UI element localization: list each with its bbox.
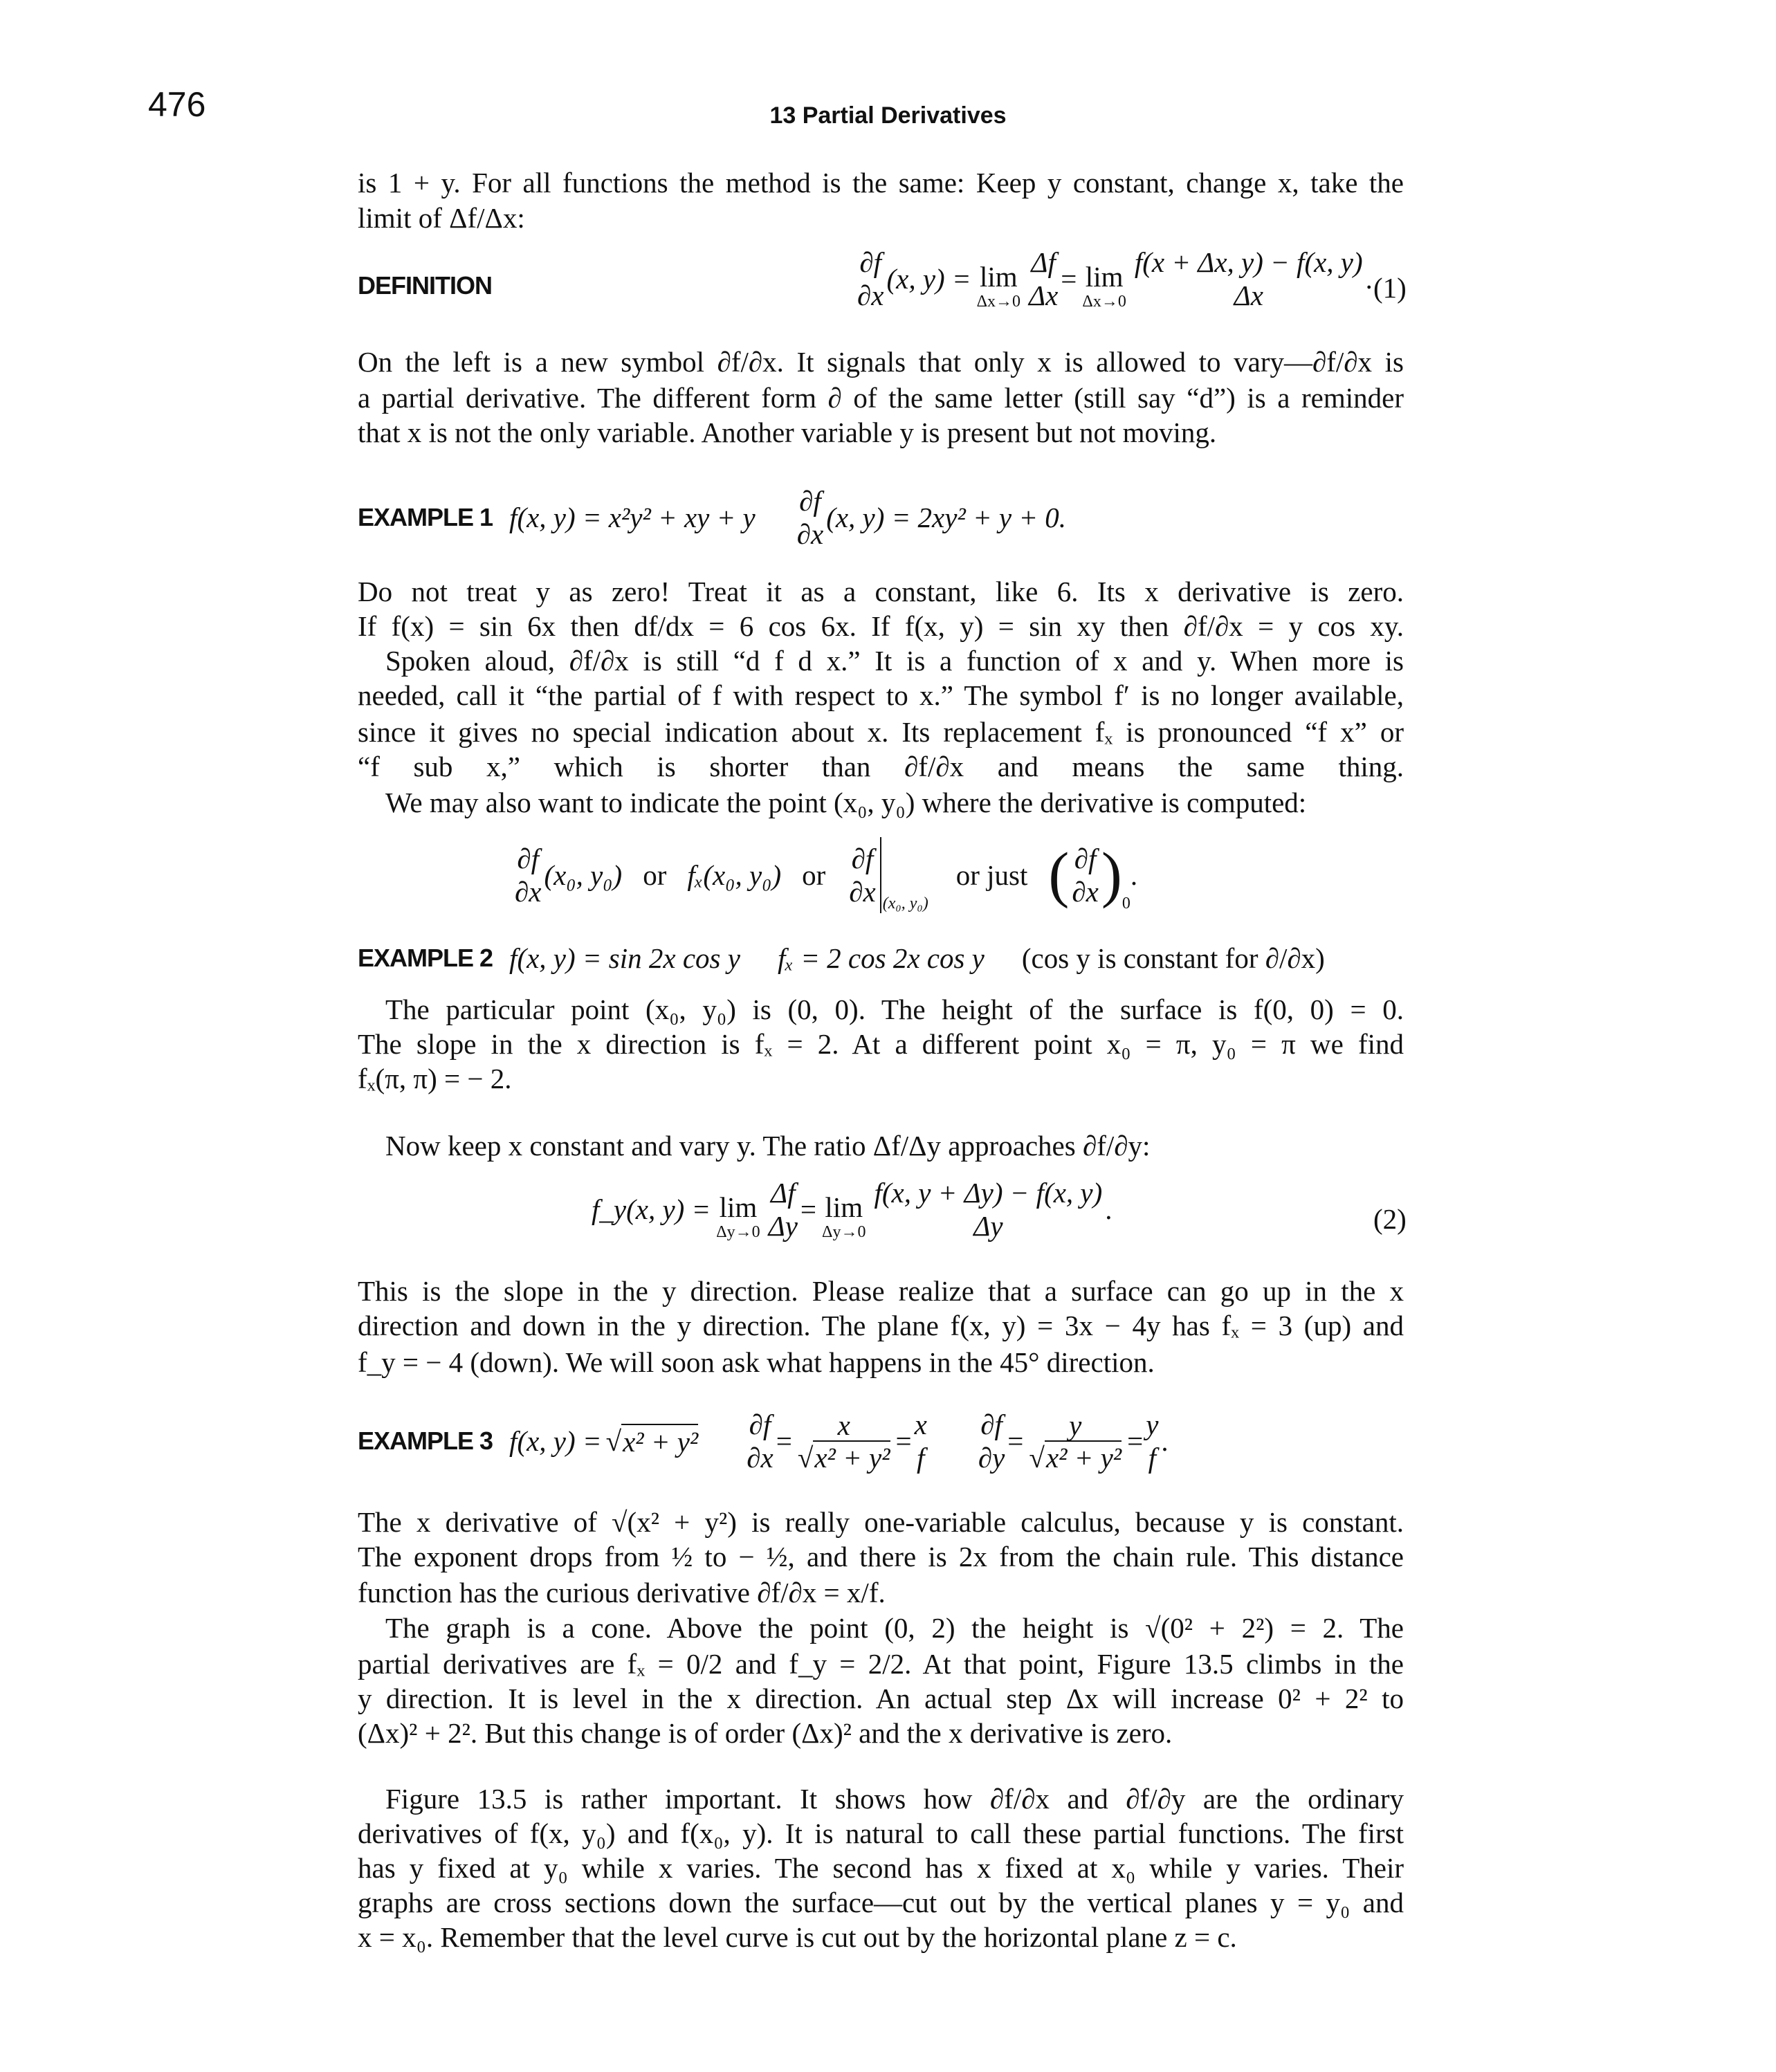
denominator: √x² + y²	[797, 1442, 890, 1474]
para5-line: direction and down in the y direction. The plane f(x, y) = 3x − 4y has fₓ = 3 (up) and	[358, 1310, 1404, 1341]
denominator: Δx	[1234, 279, 1263, 311]
denominator: ∂x	[857, 279, 884, 311]
derivative: fₓ = 2 cos 2x cos y	[777, 942, 985, 974]
para7-line: partial derivatives are fₓ = 0/2 and f_y = 2/2. At that point, Figure 13.5 climbs in the	[358, 1648, 1404, 1680]
period: .	[1105, 1193, 1113, 1225]
numerator: x	[837, 1409, 850, 1441]
intro-line: limit of Δf/Δx:	[358, 202, 525, 234]
denominator: ∂x	[1072, 876, 1099, 908]
equals: =	[776, 1425, 792, 1457]
subscript: 0	[1122, 895, 1130, 913]
equals: =	[1061, 263, 1077, 295]
denominator: f	[917, 1442, 925, 1474]
denominator: ∂y	[978, 1442, 1005, 1474]
equals: =	[800, 1193, 817, 1225]
sqrt-icon: √	[605, 1425, 622, 1457]
denominator: √x² + y²	[1029, 1442, 1122, 1474]
equals: =	[895, 1425, 912, 1457]
para5-line: This is the slope in the y direction. Please realize that a surface can go up in the x	[358, 1275, 1404, 1307]
para1-line: a partial derivative. The different form ∂ of the same letter (still say “d”) is a reminder	[358, 382, 1404, 414]
running-head: 13 Partial Derivatives	[769, 102, 1007, 129]
para2-line: Spoken aloud, ∂f/∂x is still “d f d x.” It is a function of x and y. When more is	[385, 645, 1404, 677]
numerator: f(x, y + Δy) − f(x, y)	[874, 1177, 1103, 1209]
or: or	[643, 859, 667, 891]
lim: lim	[719, 1191, 758, 1223]
lim: lim	[979, 261, 1018, 293]
radicand: x² + y²	[814, 1442, 890, 1474]
limit	[977, 247, 1020, 311]
denominator: ∂x	[796, 518, 824, 550]
numerator: y	[1069, 1409, 1082, 1441]
para1-line: that x is not the only variable. Another variable y is present but not moving.	[358, 416, 1217, 448]
derivative: (x, y) = 2xy² + y + 0.	[826, 502, 1067, 533]
numerator: ∂f	[980, 1409, 1003, 1440]
para8-line: Figure 13.5 is rather important. It shows how ∂f/∂x and ∂f/∂y are the ordinary	[385, 1783, 1404, 1815]
equation-2	[592, 1176, 1113, 1243]
lim-sub: Δx→0	[976, 293, 1021, 311]
evaluation-point: (x₀, y₀)	[882, 895, 928, 913]
equals: =	[1127, 1425, 1144, 1457]
fraction	[849, 842, 875, 908]
example-label: EXAMPLE 2	[358, 944, 493, 972]
note: (cos y is constant for ∂/∂x)	[1021, 942, 1325, 974]
fraction	[857, 246, 884, 312]
numerator: y	[1146, 1409, 1159, 1440]
numerator: ∂f	[749, 1409, 771, 1440]
radicand: x² + y²	[1045, 1442, 1122, 1474]
limit	[822, 1177, 866, 1241]
paren: (	[1048, 841, 1070, 909]
intro-line: is 1 + y. For all functions the method is the same: Keep y constant, change x, take the	[358, 167, 1404, 199]
equals: =	[1007, 1425, 1024, 1457]
numerator: ∂f	[517, 843, 540, 874]
function: f(x, y) = x²y² + xy + y	[509, 502, 756, 533]
para7-line: (Δx)² + 2². But this change is of order (Δx)² and the x derivative is zero.	[358, 1717, 1173, 1749]
para6-line: The exponent drops from ½ to − ½, and there is 2x from the chain rule. This distance	[358, 1541, 1404, 1573]
para6-line: The x derivative of √(x² + y²) is really one-variable calculus, because y is constant.	[358, 1506, 1404, 1538]
numerator: ∂f	[851, 843, 874, 874]
numerator: f(x + Δx, y) − f(x, y)	[1134, 246, 1363, 278]
denominator: Δx	[1029, 279, 1059, 311]
numerator: ∂f	[799, 485, 821, 517]
fraction	[797, 484, 823, 551]
lhs: f_y(x, y) =	[592, 1193, 711, 1225]
definition-label: DEFINITION	[358, 271, 492, 300]
evaluation-bar	[880, 837, 881, 913]
denominator: Δy	[973, 1210, 1003, 1242]
fraction	[1029, 246, 1058, 312]
numerator: Δf	[1031, 246, 1056, 278]
fraction	[874, 1176, 1102, 1243]
fraction	[795, 1409, 893, 1474]
para7-line: The graph is a cone. Above the point (0, 2) the height is √(0² + 2²) = 2. The	[385, 1612, 1404, 1644]
period: .	[1365, 263, 1373, 295]
para8-line: derivatives of f(x, y₀) and f(x₀, y). It is natural to call these partial functions. The first	[358, 1817, 1404, 1849]
para5-line: f_y = − 4 (down). We will soon ask what happens in the 45° direction.	[358, 1346, 1155, 1378]
equation-number: (1)	[1373, 272, 1407, 304]
page-number: 476	[148, 85, 206, 124]
denominator: ∂x	[747, 1442, 773, 1474]
para2-line: needed, call it “the partial of f with respect to x.” The symbol f′ is no longer available,	[358, 679, 1404, 711]
period: .	[1161, 1425, 1169, 1457]
definition-equation	[854, 246, 1373, 312]
numerator: x	[914, 1409, 927, 1440]
numerator: ∂f	[859, 246, 882, 278]
function: f(x, y) = sin 2x cos y	[509, 942, 740, 974]
para2-line: since it gives no special indication about x. Its replacement fₓ is pronounced “f x” or	[358, 716, 1404, 748]
para8-line: graphs are cross sections down the surface—cut out by the vertical planes y = y₀ and	[358, 1887, 1404, 1918]
para8-line: has y fixed at y₀ while x varies. The second has x fixed at x₀ while y varies. Their	[358, 1852, 1404, 1884]
para2-line: If f(x) = sin 6x then df/dx = 6 cos 6x. If f(x, y) = sin xy then ∂f/∂x = y cos xy.	[358, 610, 1404, 642]
para2-line: We may also want to indicate the point (x₀, y₀) where the derivative is computed:	[385, 787, 1307, 818]
limit	[1082, 247, 1126, 311]
fraction	[515, 842, 541, 908]
para2-line: “f sub x,” which is shorter than ∂f/∂x and means the same thing.	[358, 751, 1404, 782]
args: (x₀, y₀)	[544, 859, 623, 891]
period: .	[1130, 859, 1138, 891]
fraction	[1146, 1408, 1158, 1474]
denominator: f	[1148, 1442, 1157, 1474]
para7-line: y direction. It is level in the x direction. An actual step Δx will increase 0² + 2² to	[358, 1683, 1404, 1714]
fx: fₓ(x₀, y₀)	[687, 859, 782, 891]
para8-line: x = x₀. Remember that the level curve is cut out by the horizontal plane z = c.	[358, 1921, 1237, 1953]
fraction	[915, 1408, 927, 1474]
fraction	[769, 1176, 798, 1243]
fraction	[1072, 842, 1098, 908]
lim-sub: Δy→0	[822, 1223, 866, 1241]
lim: lim	[825, 1191, 863, 1223]
args: (x, y) =	[886, 263, 971, 295]
para4-line: Now keep x constant and vary y. The ratio Δf/Δy approaches ∂f/∂y:	[385, 1130, 1151, 1162]
or-just: or just	[955, 859, 1028, 891]
notation-display	[512, 837, 1137, 913]
denominator: ∂x	[515, 876, 542, 908]
equation-number: (2)	[1373, 1203, 1407, 1235]
example-2	[358, 942, 1325, 975]
lim: lim	[1085, 261, 1124, 293]
lim-sub: Δx→0	[1082, 293, 1126, 311]
fraction	[978, 1408, 1005, 1474]
example-label: EXAMPLE 1	[358, 503, 493, 531]
or: or	[802, 859, 826, 891]
para2-line: Do not treat y as zero! Treat it as a constant, like 6. Its x derivative is zero.	[358, 576, 1404, 607]
example-3	[358, 1408, 1169, 1474]
para1-line: On the left is a new symbol ∂f/∂x. It signals that only x is allowed to vary—∂f/∂x is	[358, 346, 1404, 378]
example-1	[358, 484, 1066, 551]
lim-sub: Δy→0	[716, 1223, 760, 1241]
fraction	[1026, 1409, 1124, 1474]
para6-line: function has the curious derivative ∂f/∂x = x/f.	[358, 1577, 886, 1608]
para3-line: fₓ(π, π) = − 2.	[358, 1063, 512, 1094]
para3-line: The slope in the x direction is fₓ = 2. At a different point x₀ = π, y₀ = π we find	[358, 1028, 1404, 1060]
denominator: ∂x	[849, 876, 876, 908]
example-label: EXAMPLE 3	[358, 1427, 493, 1455]
paren: )	[1101, 841, 1122, 909]
fraction	[1135, 246, 1363, 312]
limit	[716, 1177, 760, 1241]
fraction	[747, 1408, 773, 1474]
para3-line: The particular point (x₀, y₀) is (0, 0). The height of the surface is f(0, 0) = 0.	[385, 993, 1404, 1025]
numerator: Δf	[771, 1177, 796, 1209]
numerator: ∂f	[1074, 843, 1097, 874]
function: f(x, y) =	[509, 1425, 602, 1457]
denominator: Δy	[768, 1210, 798, 1242]
radicand: x² + y²	[621, 1424, 698, 1458]
